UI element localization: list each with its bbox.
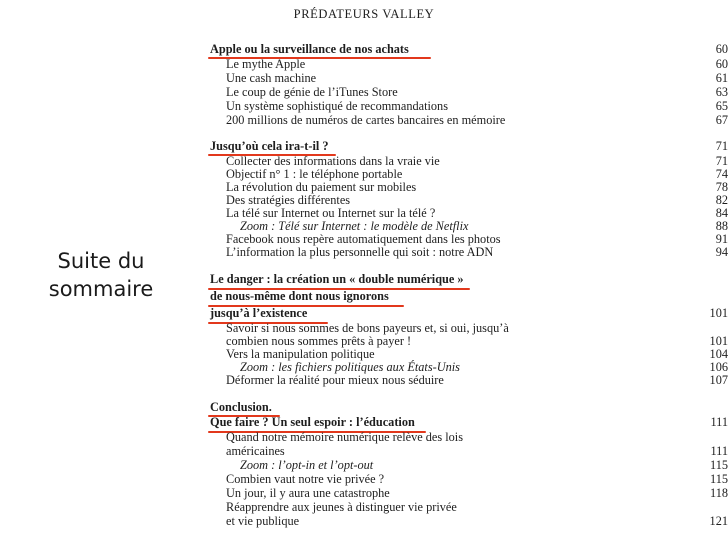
toc-entry: 200 millions de numéros de cartes bancaires en mémoire (226, 113, 506, 127)
toc-entry: combien nous sommes prêts à payer ! (226, 334, 412, 348)
page-number: 71 (715, 139, 728, 153)
section-title-line: de nous-même dont nous ignorons (210, 289, 389, 303)
page-number: 101 (709, 334, 728, 348)
page-number: 115 (710, 472, 728, 486)
toc-entry: Savoir si nous sommes de bons payeurs et, si oui, jusqu’à (226, 321, 509, 335)
section-title-line: Que faire ? Un seul espoir : l’éducation (210, 415, 415, 429)
toc-entry: Quand notre mémoire numérique relève des lois (226, 430, 463, 444)
page-number: 91 (715, 232, 728, 246)
page-number: 94 (715, 245, 728, 259)
toc-entry: Des stratégies différentes (226, 193, 351, 207)
toc-entry-zoom: Zoom : l’opt-in et l’opt-out (240, 458, 374, 472)
toc-entry: Le mythe Apple (226, 57, 306, 71)
toc-entry: Réapprendre aux jeunes à distinguer vie privée (226, 500, 457, 514)
toc-entry: Le coup de génie de l’iTunes Store (226, 85, 398, 99)
toc-entry: L’information la plus personnelle qui soit : notre ADN (226, 245, 494, 259)
toc-entry: La télé sur Internet ou Internet sur la télé ? (226, 206, 436, 220)
page-number: 111 (710, 444, 728, 458)
book-header: PRÉDATEURS VALLEY (293, 7, 435, 21)
page-number: 82 (715, 193, 728, 207)
toc-entry: Un jour, il y aura une catastrophe (226, 486, 390, 500)
toc-entry: Déformer la réalité pour mieux nous séduire (226, 373, 444, 387)
page-number: 67 (715, 113, 728, 127)
page-number: 74 (715, 167, 728, 181)
toc-entry: Collecter des informations dans la vraie vie (226, 154, 440, 168)
toc-entry: Un système sophistiqué de recommandations (226, 99, 448, 113)
page-number: 118 (710, 486, 728, 500)
toc-entry: Vers la manipulation politique (226, 347, 375, 361)
section-title: Apple ou la surveillance de nos achats (210, 42, 409, 56)
section-title-line: jusqu’à l’existence (210, 306, 308, 320)
page-number: 60 (715, 42, 728, 56)
page-number: 107 (709, 373, 728, 387)
page-number: 71 (715, 154, 728, 168)
page-number: 111 (710, 415, 728, 429)
page-number: 104 (709, 347, 728, 361)
toc-entry: américaines (226, 444, 285, 458)
page-number: 106 (709, 360, 728, 374)
toc-entry-zoom: Zoom : Télé sur Internet : le modèle de Netflix (240, 219, 469, 233)
toc-entry-zoom: Zoom : les fichiers politiques aux États-Unis (240, 360, 460, 374)
slide-caption-line-2: sommaire (48, 277, 154, 301)
page-number: 65 (715, 99, 728, 113)
toc-entry: Une cash machine (226, 71, 317, 85)
slide-caption (38, 247, 164, 303)
section-title-line: Le danger : la création un « double numérique » (210, 272, 464, 286)
page-number: 115 (710, 458, 728, 472)
page-number: 61 (715, 71, 728, 85)
slide-caption-line-1: Suite du (57, 249, 145, 273)
page-number: 101 (709, 306, 728, 320)
page-number: 78 (715, 180, 728, 194)
page-number: 88 (715, 219, 728, 233)
page-number: 84 (715, 206, 728, 220)
page-number: 121 (709, 514, 728, 528)
page-number: 60 (715, 57, 728, 71)
toc-entry: Objectif n° 1 : le téléphone portable (226, 167, 403, 181)
toc-entry: Facebook nous repère automatiquement dans les photos (226, 232, 501, 246)
toc-entry: La révolution du paiement sur mobiles (226, 180, 417, 194)
section-title: Jusqu’où cela ira-t-il ? (210, 139, 329, 153)
toc-entry: et vie publique (226, 514, 300, 528)
section-title-line: Conclusion. (210, 400, 272, 414)
table-of-contents-scan (196, 0, 728, 546)
page-number: 63 (715, 85, 728, 99)
toc-entry: Combien vaut notre vie privée ? (226, 472, 385, 486)
